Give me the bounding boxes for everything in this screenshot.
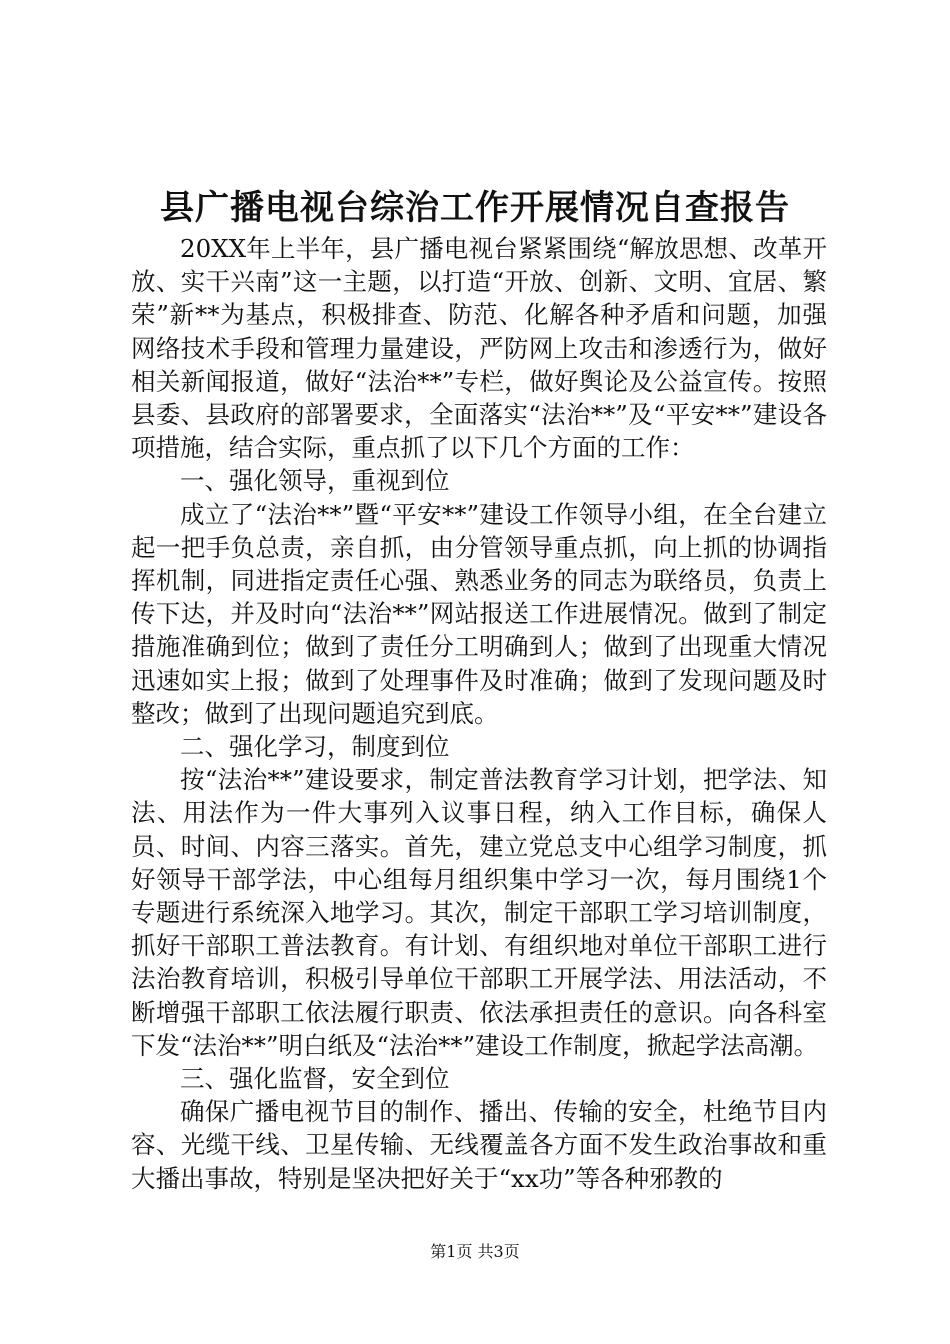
page-footer: 第1页 共3页 <box>430 1242 520 1261</box>
section-heading-2: 二、强化学习，制度到位 <box>180 732 450 762</box>
document-title: 县广播电视台综治工作开展情况自查报告 <box>160 188 790 228</box>
intro-paragraph: 20XX年上半年，县广播电视台紧紧围绕“解放思想、改革开放、实干兴南”这一主题，以打造“开放、创新、文明、宜居、繁荣”新**为基点，积极排查、防范、化解各种矛盾和问题，加强网络技术手段和管理力量建设，严防网上攻击和渗透行为，做好相关新闻报道，做好“法治**”专栏，做好舆论及公益宣传。按照县委、县政府的部署要求，全面落实“法治**”及“平安**”建设各项措施，结合实际，重点抓了以下几个方面的工作： <box>131 234 827 463</box>
section-heading-3: 三、强化监督，安全到位 <box>180 1064 450 1094</box>
section-paragraph-3: 确保广播电视节目的制作、播出、传输的安全，杜绝节目内容、光缆干线、卫星传输、无线覆盖各方面不发生政治事故和重大播出事故，特别是坚决把好关于“xx功”等各种邪教的 <box>131 1097 827 1193</box>
document-body <box>131 232 827 1195</box>
section-paragraph-2: 按“法治**”建设要求，制定普法教育学习计划，把学法、知法、用法作为一件大事列入议事日程，纳入工作目标，确保人员、时间、内容三落实。首先，建立党总支中心组学习制度，抓好领导干部学法，中心组每月组织集中学习一次，每月围绕1个专题进行系统深入地学习。其次，制定干部职工学习培训制度，抓好干部职工普法教育。有计划、有组织地对单位干部职工进行法治教育培训，积极引导单位干部职工开展学法、用法活动，不断增强干部职工依法履行职责、依法承担责任的意识。向各科室下发“法治**”明白纸及“法治**”建设工作制度，掀起学法高潮。 <box>131 765 827 1060</box>
section-heading-1: 一、强化领导，重视到位 <box>180 466 450 496</box>
section-paragraph-1: 成立了“法治**”暨“平安**”建设工作领导小组，在全台建立起一把手负总责，亲自抓，由分管领导重点抓，向上抓的协调指挥机制，同进指定责任心强、熟悉业务的同志为联络员，负责上传下达，并及时向“法治**”网站报送工作进展情况。做到了制定措施准确到位；做到了责任分工明确到人；做到了出现重大情况迅速如实上报；做到了处理事件及时准确；做到了发现问题及时整改；做到了出现问题追究到底。 <box>131 499 827 728</box>
